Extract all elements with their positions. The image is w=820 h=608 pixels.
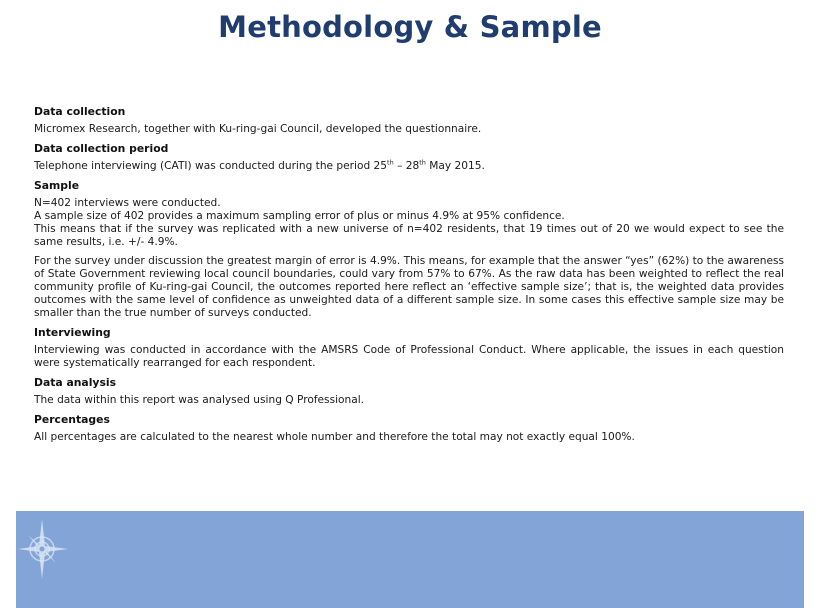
text-sample-line1: N=402 interviews were conducted. [34, 197, 221, 209]
page-title: Methodology & Sample [218, 10, 602, 44]
heading-interviewing: Interviewing [34, 326, 111, 339]
heading-percentages: Percentages [34, 413, 110, 426]
footer-banner [16, 511, 804, 608]
text-sample-margin-of-error: For the survey under discussion the greatest margin of error is 4.9%. This means, for example that the answer “yes” (62%) to the awareness of State Government reviewing local council boundaries, could vary from 57% to 67%. As the raw data has been weighted to reflect the real community profile of Ku-ring-gai Council, the outcomes reported here reflect an ‘effective sample size’; that is, the weighted data provides outcomes with the same level of confidence as unweighted data of a different sample size. In some cases this effective sample size may be smaller than the true number of surveys conducted. [34, 255, 784, 319]
text-interviewing: Interviewing was conducted in accordance with the AMSRS Code of Professional Conduct. Where applicable, the issues in each question were systematically rearranged for each respondent. [34, 344, 784, 369]
period-text-a: Telephone interviewing (CATI) was conducted during the period 25 [34, 160, 388, 172]
period-text-b: – 28 [393, 160, 420, 172]
heading-sample: Sample [34, 179, 80, 192]
text-sample-line2: A sample size of 402 provides a maximum sampling error of plus or minus 4.9% at 95% confidence. [34, 210, 565, 222]
text-data-collection: Micromex Research, together with Ku-ring-gai Council, developed the questionnaire. [34, 123, 482, 135]
compass-rose-icon [18, 515, 74, 579]
period-text-c: May 2015. [425, 160, 485, 172]
heading-data-collection-period: Data collection period [34, 142, 169, 155]
heading-data-collection: Data collection [34, 105, 126, 118]
period-sup-a: th [387, 158, 394, 167]
methodology-content [34, 105, 784, 450]
text-data-analysis: The data within this report was analysed using Q Professional. [34, 394, 365, 406]
text-sample-line3: This means that if the survey was replicated with a new universe of n=402 residents, that 19 times out of 20 we would expect to see the same results, i.e. +/- 4.9%. [34, 223, 784, 248]
text-percentages: All percentages are calculated to the nearest whole number and therefore the total may not exactly equal 100%. [34, 431, 635, 443]
text-data-collection-period [34, 160, 784, 173]
period-sup-b: th [419, 158, 426, 167]
heading-data-analysis: Data analysis [34, 376, 117, 389]
